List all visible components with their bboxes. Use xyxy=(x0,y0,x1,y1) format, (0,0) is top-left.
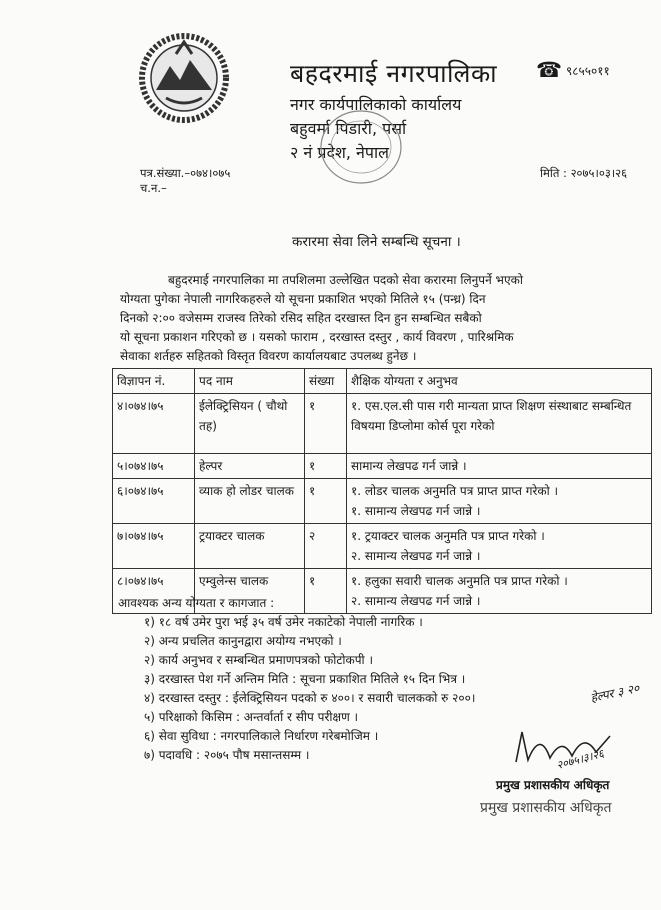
requirement-item: ५) परिक्षाको किसिम : अन्तर्वार्ता र सीप परीक्षण । xyxy=(144,710,359,724)
post-name: ईलेक्ट्रिसियन ( चौथो तह) xyxy=(195,394,305,454)
letter-date: मिति : २०७५।०३।२६ xyxy=(540,166,628,180)
requirements-heading: आवश्यक अन्य योग्यता र कागजात : xyxy=(118,596,275,610)
letter-number: पत्र.संख्या.–०७४।०७५ xyxy=(140,166,231,180)
requirement-item: ६) सेवा सुविधा : नगरपालिकाले निर्धारण गरेबमोजिम । xyxy=(144,729,379,743)
signature-date: २०७५।३।२६ xyxy=(555,746,606,773)
ad-number: ८।०७४।७५ xyxy=(113,569,195,614)
office-address: बहुवर्मा पिडारी, पर्सा xyxy=(290,119,407,138)
phone-number: ९८५५०११ xyxy=(566,64,610,78)
requirement-item: २) कार्य अनुभव र सम्बन्धित प्रमाणपत्रको फोटोकपी । xyxy=(144,653,374,667)
post-count: १ xyxy=(305,454,347,479)
requirement-item: ३) दरखास्त पेश गर्ने अन्तिम मिति : सूचना प्रकाशित मितिले १५ दिन भित्र । xyxy=(144,672,466,686)
office-seal xyxy=(318,108,404,186)
body-line: सेवाका शर्तहरु सहितको विस्तृत विवरण कार्यालयबाट उपलब्ध हुनेछ । xyxy=(120,349,417,363)
ad-number: ४।०७४।७५ xyxy=(113,394,195,454)
qualification: १. लोडर चालक अनुमति पत्र प्राप्त प्राप्त गरेको । १. सामान्य लेखपढ गर्न जान्ने । xyxy=(347,479,652,524)
ad-number: ६।०७४।७५ xyxy=(113,479,195,524)
requirement-item: १) १८ वर्ष उमेर पुरा भई ३५ वर्ष उमेर नकाटेको नेपाली नागरिक । xyxy=(144,615,423,629)
post-name: व्याक हो लोडर चालक xyxy=(195,479,305,524)
requirement-item: ७) पदावधि : २०७५ पौष मसान्तसम्म । xyxy=(144,748,310,762)
table-row xyxy=(113,394,652,454)
column-header: पद नाम xyxy=(195,369,305,394)
column-header: संख्या xyxy=(305,369,347,394)
body-line: यो सूचना प्रकाशन गरिएको छ । यसको फाराम , दरखास्त दस्तुर , कार्य विवरण , पारिश्रमिक xyxy=(120,330,514,344)
body-line: योग्यता पुगेका नेपाली नागरिकहरुले यो सूचना प्रकाशित भएको मितिले १५ (पन्ध्र) दिन xyxy=(120,292,486,306)
ad-number: ७।०७४।७५ xyxy=(113,524,195,569)
body-line: बहुदरमाई नगरपालिका मा तपशिलमा उल्लेखित पदको सेवा करारमा लिनुपर्ने भएको xyxy=(168,273,523,287)
dispatch-number: च.न.– xyxy=(140,181,167,195)
vacancy-table xyxy=(112,368,652,614)
notice-title: करारमा सेवा लिने सम्बन्धि सूचना । xyxy=(292,234,461,250)
office-province: २ नं प्रदेश, नेपाल xyxy=(290,143,389,162)
municipality-emblem xyxy=(136,30,232,126)
post-count: २ xyxy=(305,524,347,569)
table-row xyxy=(113,454,652,479)
qualification: १. हलुका सवारी चालक अनुमति पत्र प्राप्त गरेको । २. सामान्य लेखपढ गर्न जान्ने । xyxy=(347,569,652,614)
ad-number: ५।०७४।७५ xyxy=(113,454,195,479)
qualification: १. एस.एल.सी पास गरी मान्यता प्राप्त शिक्षण संस्थाबाट सम्बन्धित विषयमा डिप्लोमा कोर्स पूरा गरेको xyxy=(347,394,652,454)
post-name: हेल्पर xyxy=(195,454,305,479)
table-row xyxy=(113,524,652,569)
column-header: विज्ञापन नं. xyxy=(113,369,195,394)
handwritten-note: हेल्पर ३ २० xyxy=(589,680,641,705)
requirement-item: २) अन्य प्रचलित कानुनद्वारा अयोग्य नभएको । xyxy=(144,634,342,648)
column-header: शैक्षिक योग्यता र अनुभव xyxy=(347,369,652,394)
post-name: एम्वुलेन्स चालक xyxy=(195,569,305,614)
table-row xyxy=(113,479,652,524)
post-name: ट्रयाक्टर चालक xyxy=(195,524,305,569)
post-count: १ xyxy=(305,479,347,524)
office-name: नगर कार्यपालिकाको कार्यालय xyxy=(290,95,462,114)
official-seal-text: प्रमुख प्रशासकीय अधिकृत xyxy=(480,800,612,816)
requirement-item: ४) दरखास्त दस्तुर : ईलेक्ट्रिसियन पदको रु ४००। र सवारी चालकको रु २००। xyxy=(144,691,476,705)
table-header-row xyxy=(113,369,652,394)
telephone-icon: ☎ xyxy=(536,58,563,82)
signatory-title: प्रमुख प्रशासकीय अधिकृत xyxy=(496,778,610,792)
body-line: दिनको २:०० वजेसम्म राजस्व तिरेको रसिद सहित दरखास्त दिन हुन सम्बन्धित सबैको xyxy=(120,311,482,325)
post-count: १ xyxy=(305,569,347,614)
qualification: १. ट्रयाक्टर चालक अनुमति पत्र प्राप्त गरेको । २. सामान्य लेखपढ गर्न जान्ने । xyxy=(347,524,652,569)
qualification: सामान्य लेखपढ गर्न जान्ने । xyxy=(347,454,652,479)
post-count: १ xyxy=(305,394,347,454)
municipality-title: बहदरमाई नगरपालिका xyxy=(290,59,498,88)
